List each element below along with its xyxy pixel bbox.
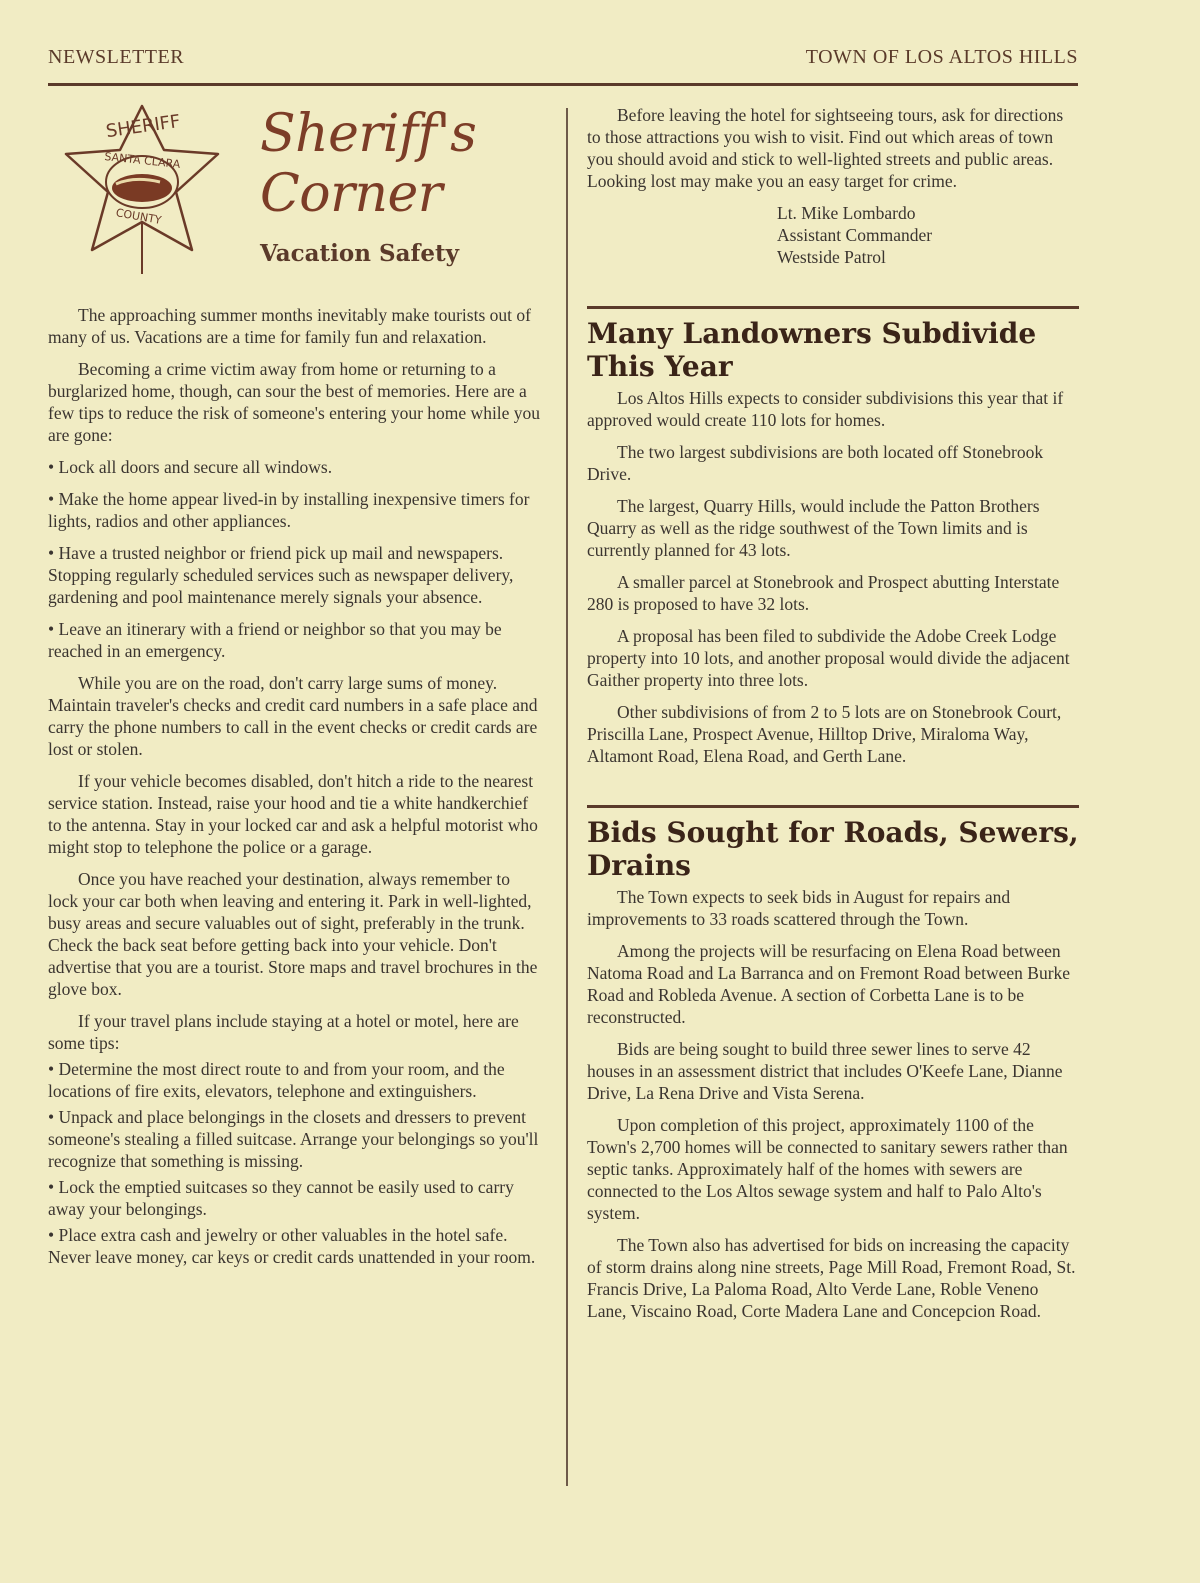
paragraph: Bids are being sought to build three sewer lines to serve 42 houses in an assessment district that includes O'Keefe Lane, Dianne Drive, La Rena Drive and Vista Serena. bbox=[587, 1039, 1063, 1103]
paragraph: A smaller parcel at Stonebrook and Prospect abutting Interstate 280 is proposed to have 32 lots. bbox=[587, 572, 1060, 614]
paragraph: The Town also has advertised for bids on increasing the capacity of storm drains along nine streets, Page Mill Road, Fremont Road, St. Francis Drive, La Paloma Road, Alto Verde Lane, Roble Veneno Lane, Viscaino Road, Corte Madera Lane and Concepcion Road. bbox=[587, 1235, 1076, 1321]
sheriffs-corner-body bbox=[48, 304, 542, 1272]
paragraph: If your vehicle becomes disabled, don't hitch a ride to the nearest service station. Instead, raise your hood and tie a white handkerchief to the antenna. Stay in your locked car and ask a helpful motorist who might stop to telephone the police or a garage. bbox=[48, 771, 538, 857]
paragraph: The Town expects to seek bids in August for repairs and improvements to 33 roads scattered through the Town. bbox=[587, 887, 1011, 929]
paragraph: Becoming a crime victim away from home or returning to a burglarized home, though, can sour the best of memories. Here are a few tips to reduce the risk of someone's entering your home while you are gone: bbox=[48, 359, 541, 445]
bullet-item: • Make the home appear lived-in by installing inexpensive timers for lights, radios and other appliances. bbox=[48, 489, 530, 531]
section-rule bbox=[587, 306, 1079, 309]
town-name-label: TOWN OF LOS ALTOS HILLS bbox=[805, 46, 1078, 68]
paragraph: The two largest subdivisions are both located off Stonebrook Drive. bbox=[587, 442, 1044, 484]
svg-text:SANTA CLARA: SANTA CLARA bbox=[103, 150, 181, 171]
bullet-item: • Lock all doors and secure all windows. bbox=[48, 457, 333, 477]
sheriff-star-badge-icon bbox=[64, 102, 224, 282]
landowners-article bbox=[587, 387, 1079, 767]
landowners-headline: Many Landowners Subdivide This Year bbox=[587, 317, 1037, 383]
header-rule bbox=[48, 83, 1078, 86]
bullet-item: • Lock the emptied suitcases so they cannot be easily used to carry away your belongings. bbox=[48, 1177, 514, 1219]
bullet-item: • Unpack and place belongings in the closets and dressers to prevent someone's stealing a filled suitcase. Arrange your belongings so you'll recognize that something is missing. bbox=[48, 1107, 539, 1171]
paragraph: The approaching summer months inevitably make tourists out of many of us. Vacations are a time for family fun and relaxation. bbox=[48, 305, 531, 347]
signature-unit: Westside Patrol bbox=[777, 247, 886, 267]
paragraph: Among the projects will be resurfacing on Elena Road between Natoma Road and La Barranca and on Fremont Road between Burke Road and Robleda Avenue. A section of Corbetta Lane is to be reconstructed. bbox=[587, 941, 1071, 1027]
paragraph: Los Altos Hills expects to consider subdivisions this year that if approved would create 110 lots for homes. bbox=[587, 388, 1064, 430]
signature-title: Assistant Commander bbox=[777, 225, 933, 245]
column-divider bbox=[566, 108, 568, 1486]
svg-text:SHERIFF: SHERIFF bbox=[104, 110, 182, 143]
svg-text:COUNTY: COUNTY bbox=[114, 206, 163, 227]
sheriffs-corner-continued: Before leaving the hotel for sightseeing tours, ask for directions to those attractions you wish to visit. Find out which areas of town you should avoid and stick to well-lighted streets and public areas. Looking lost may make you an easy target for crime. bbox=[587, 105, 1064, 191]
vacation-safety-subtitle: Vacation Safety bbox=[260, 240, 460, 267]
paragraph: Upon completion of this project, approximately 1100 of the Town's 2,700 homes will be connected to sanitary sewers rather than septic tanks. Approximately half of the homes with sewers are connected to the Los Altos sewage system and half to Palo Alto's system. bbox=[587, 1115, 1068, 1223]
bullet-item: • Have a trusted neighbor or friend pick up mail and newspapers. Stopping regularly scheduled services such as newspaper delivery, gardening and pool maintenance merely signals your absence. bbox=[48, 543, 514, 607]
paragraph: Once you have reached your destination, always remember to lock your car both when leaving and entering it. Park in well-lighted, busy areas and secure valuables out of sight, preferably in the trunk. Check the back seat before getting back into your vehicle. Don't advertise that you are a tourist. Store maps and travel brochures in the glove box. bbox=[48, 869, 538, 999]
bids-headline: Bids Sought for Roads, Sewers, Drains bbox=[587, 816, 1079, 882]
paragraph: If your travel plans include staying at a hotel or motel, here are some tips: bbox=[48, 1011, 519, 1053]
signature-name: Lt. Mike Lombardo bbox=[777, 203, 916, 223]
signature-block bbox=[777, 202, 1079, 268]
paragraph: A proposal has been filed to subdivide the Adobe Creek Lodge property into 10 lots, and another proposal would divide the adjacent Gaither property into three lots. bbox=[587, 626, 1070, 690]
bullet-item: • Determine the most direct route to and from your room, and the locations of fire exits, elevators, telephone and extinguishers. bbox=[48, 1059, 505, 1101]
paragraph: The largest, Quarry Hills, would include the Patton Brothers Quarry as well as the ridge southwest of the Town limits and is currently planned for 43 lots. bbox=[587, 496, 1040, 560]
sheriffs-corner-title: Sheriff's Corner bbox=[260, 104, 477, 224]
newsletter-label: NEWSLETTER bbox=[48, 46, 185, 68]
bullet-item: • Leave an itinerary with a friend or neighbor so that you may be reached in an emergency. bbox=[48, 619, 502, 661]
right-column bbox=[587, 104, 1079, 1332]
bullet-item: • Place extra cash and jewelry or other valuables in the hotel safe. Never leave money, car keys or credit cards unattended in your room. bbox=[48, 1225, 536, 1267]
paragraph: Other subdivisions of from 2 to 5 lots are on Stonebrook Court, Priscilla Lane, Prospect Avenue, Hilltop Drive, Miraloma Way, Altamont Road, Elena Road, and Gerth Lane. bbox=[587, 702, 1062, 766]
paragraph: While you are on the road, don't carry large sums of money. Maintain traveler's checks and credit card numbers in a safe place and carry the phone numbers to call in the event checks or credit cards are lost or stolen. bbox=[48, 673, 538, 759]
bids-article bbox=[587, 886, 1079, 1322]
section-rule bbox=[587, 805, 1079, 808]
